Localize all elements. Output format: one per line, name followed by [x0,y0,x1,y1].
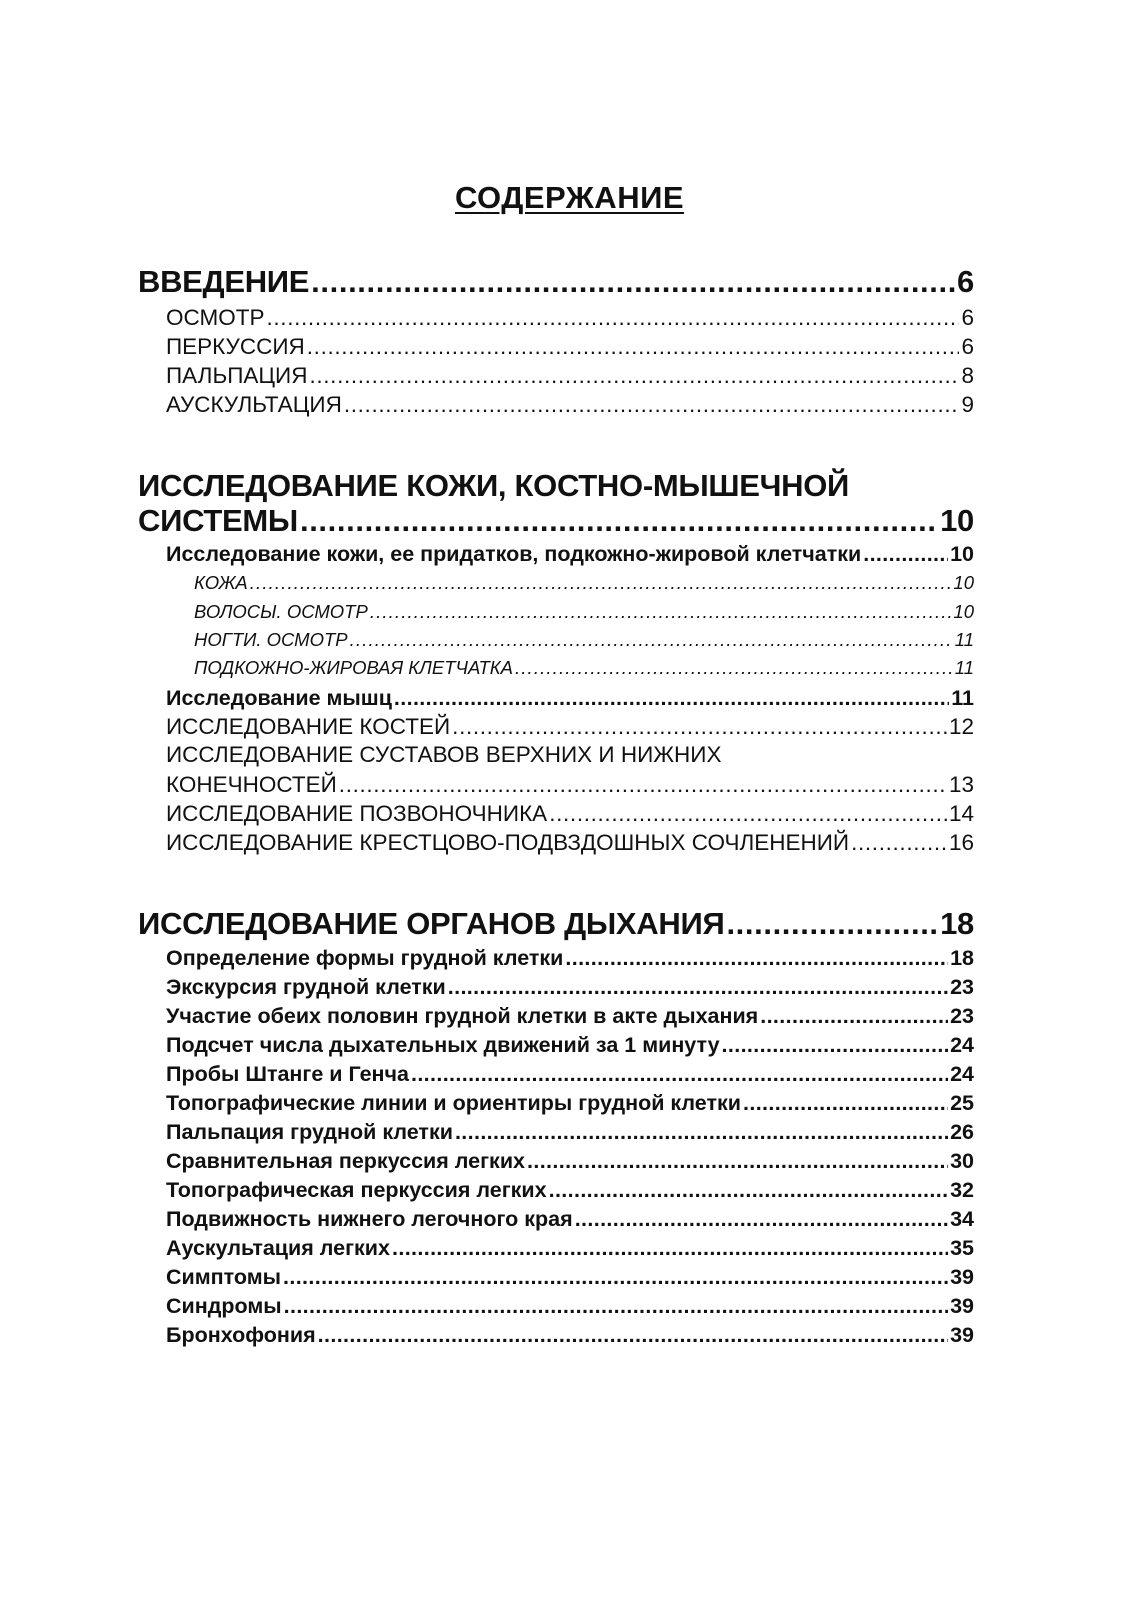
toc-page-number: 9 [961,392,974,417]
toc-page-number: 11 [954,629,974,650]
toc-heading-skin[interactable] [138,503,974,539]
toc-item-skin[interactable] [166,542,974,567]
toc-heading-label: ВВЕДЕНИЕ [138,264,310,299]
dot-leader [300,503,938,539]
dot-leader [455,1120,948,1145]
dot-leader [318,1323,948,1348]
toc-page-number: 11 [951,686,974,710]
toc-item[interactable] [166,1323,974,1348]
toc-heading-skin-line1[interactable]: ИССЛЕДОВАНИЕ КОЖИ, КОСТНО-МЫШЕЧНОЙ [138,468,850,503]
toc-page-number: 34 [950,1207,974,1231]
toc-page-number: 25 [950,1091,974,1115]
toc-page-number: 35 [950,1236,974,1260]
toc-subitem[interactable] [194,629,974,651]
toc-page-number: 26 [950,1120,974,1144]
toc-item-label: ИССЛЕДОВАНИЕ ПОЗВОНОЧНИКА [166,801,548,826]
toc-item-bones[interactable] [166,714,974,740]
dot-leader [394,686,949,711]
dot-leader [452,714,947,740]
toc-subitem-label: ВОЛОСЫ. ОСМОТР [194,601,368,622]
toc-heading-intro[interactable] [138,264,974,300]
toc-subitem-label: ПОДКОЖНО-ЖИРОВАЯ КЛЕТЧАТКА [194,657,513,678]
dot-leader [283,1265,948,1290]
toc-item-label: Пальпация грудной клетки [166,1120,453,1144]
dot-leader [267,305,960,331]
toc-page-number: 30 [950,1149,974,1173]
toc-page-number: 6 [961,334,974,359]
toc-item-spine[interactable] [166,801,974,827]
toc-item-label: Подвижность нижнего легочного края [166,1207,573,1231]
dot-leader [284,1294,948,1319]
toc-page-number: 18 [950,946,974,970]
toc-page-number: 16 [948,830,974,855]
toc-item[interactable] [166,1062,974,1087]
toc-item-label: Бронхофония [166,1323,316,1347]
toc-item[interactable] [166,1178,974,1203]
dot-leader [726,906,938,942]
dot-leader [250,572,952,594]
toc-item-label: Топографическая перкуссия легких [166,1178,547,1202]
dot-leader [411,1062,948,1087]
toc-item[interactable] [166,946,974,971]
dot-leader [392,1236,948,1261]
dot-leader [307,334,960,360]
dot-leader [565,946,948,971]
dot-leader [311,264,955,300]
toc-item[interactable] [166,363,974,389]
toc-item-label: ИССЛЕДОВАНИЕ КОСТЕЙ [166,714,451,739]
dot-leader [851,830,947,856]
toc-item[interactable] [166,1265,974,1290]
toc-item-label: Исследование кожи, ее придатков, подкожно-жировой клетчатки [166,542,862,566]
toc-item-label: Топографические линии и ориентиры грудной клетки [166,1091,741,1115]
toc-item-muscles[interactable] [166,686,974,711]
dot-leader [350,629,953,651]
dot-leader [575,1207,948,1232]
toc-page-number: 10 [950,542,974,566]
dot-leader [339,772,947,798]
dot-leader [760,1004,948,1029]
toc-heading-respiratory[interactable] [138,906,974,942]
toc-item-label: КОНЕЧНОСТЕЙ [166,772,337,797]
toc-page-number: 13 [948,772,974,797]
toc-item-label: ПЕРКУССИЯ [166,334,305,359]
toc-page-number: 23 [950,975,974,999]
toc-item[interactable] [166,975,974,1000]
toc-item-label: Сравнительная перкуссия легких [166,1149,525,1173]
toc-title-text: СОДЕРЖАНИЕ [454,180,685,215]
toc-item-joints-line1[interactable]: ИССЛЕДОВАНИЕ СУСТАВОВ ВЕРХНИХ И НИЖНИХ [166,742,722,767]
toc-item[interactable] [166,1004,974,1029]
toc-item[interactable] [166,1149,974,1174]
toc-subitem-label: КОЖА [194,572,248,593]
toc-page-number: 10 [953,601,974,622]
dot-leader [309,363,959,389]
toc-page-number: 18 [940,906,974,941]
toc-item[interactable] [166,305,974,331]
toc-page-number: 6 [961,305,974,330]
toc-page-number: 39 [950,1294,974,1318]
toc-item-label: Определение формы грудной клетки [166,946,564,970]
toc-item[interactable] [166,392,974,418]
toc-item-label: Экскурсия грудной клетки [166,975,446,999]
dot-leader [515,657,953,679]
toc-item-label: Симптомы [166,1265,281,1289]
toc-item-label: Участие обеих половин грудной клетки в акте дыхания [166,1004,759,1028]
toc-item-label: Подсчет числа дыхательных движений за 1 минуту [166,1033,720,1057]
dot-leader [722,1033,949,1058]
toc-page-number: 24 [950,1062,974,1086]
toc-page-number: 12 [948,714,974,739]
toc-item[interactable] [166,1294,974,1319]
dot-leader [344,392,960,418]
dot-leader [448,975,948,1000]
dot-leader [527,1149,948,1174]
dot-leader [743,1091,948,1116]
toc-item-label: Исследование мышц [166,686,392,710]
toc-item[interactable] [166,1120,974,1145]
toc-item[interactable] [166,1236,974,1261]
toc-page-number: 23 [950,1004,974,1028]
toc-title [0,180,1139,216]
toc-subitem[interactable] [194,657,974,679]
toc-item-joints[interactable] [166,772,974,798]
dot-leader [549,1178,948,1203]
toc-item-sacroiliac[interactable] [166,830,974,856]
toc-subitem-label: НОГТИ. ОСМОТР [194,629,348,650]
toc-item[interactable] [166,1207,974,1232]
toc-page-number: 11 [954,657,974,678]
toc-subitem[interactable] [194,601,974,623]
toc-heading-label: СИСТЕМЫ [138,503,298,538]
dot-leader [370,601,952,623]
toc-item-label: АУСКУЛЬТАЦИЯ [166,392,342,417]
toc-page-number: 39 [950,1323,974,1347]
toc-item-label: ПАЛЬПАЦИЯ [166,363,308,388]
toc-page-number: 14 [948,801,974,826]
toc-page-number: 6 [957,264,974,299]
toc-heading-label: ИССЛЕДОВАНИЕ ОРГАНОВ ДЫХАНИЯ [138,906,725,941]
toc-page-number: 24 [950,1033,974,1057]
toc-page-number: 10 [940,503,974,538]
toc-item-label: Синдромы [166,1294,282,1318]
dot-leader [863,542,948,567]
toc-page-number: 8 [961,363,974,388]
toc-page-number: 39 [950,1265,974,1289]
toc-item-label: ОСМОТР [166,305,265,330]
dot-leader [549,801,947,827]
toc-item[interactable] [166,1091,974,1116]
toc-item-label: Аускультация легких [166,1236,390,1260]
toc-subitem[interactable] [194,572,974,594]
toc-item[interactable] [166,1033,974,1058]
toc-item-label: Пробы Штанге и Генча [166,1062,409,1086]
toc-item[interactable] [166,334,974,360]
toc-item-label: ИССЛЕДОВАНИЕ КРЕСТЦОВО-ПОДВЗДОШНЫХ СОЧЛЕНЕНИЙ [166,830,850,855]
toc-page-number: 32 [950,1178,974,1202]
toc-page-number: 10 [953,572,974,593]
